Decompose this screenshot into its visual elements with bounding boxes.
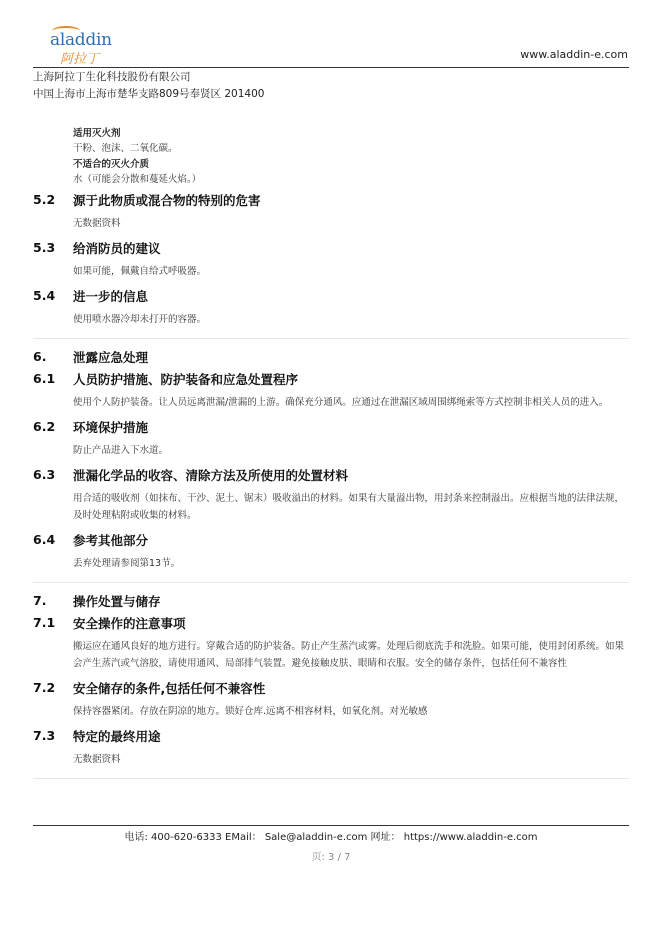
footer-contact: 电话: 400-620-6333 EMail： Sale@aladdin-e.com 网址： https://www.aladdin-e.com	[124, 832, 538, 843]
company-info	[33, 69, 264, 103]
section-6-2	[33, 419, 629, 459]
section-title: 给消防员的建议	[73, 241, 161, 256]
section-5-2	[33, 192, 629, 232]
section-text: 无数据资料	[73, 218, 121, 229]
logo-text-cn: 阿拉丁	[60, 52, 100, 67]
page-number: 页: 3 / 7	[311, 852, 351, 863]
section-number: 7.2	[33, 680, 56, 695]
section-5-4	[33, 288, 629, 328]
section-7	[33, 593, 629, 611]
section-text: 用合适的吸收剂（如抹布、干沙、泥土、锯末）吸收溢出的材料。如果有大量溢出物，用封条来控制溢出。应根据当地的法律法规，及时处理粘附或收集的材料。	[73, 493, 625, 521]
section-title: 进一步的信息	[73, 289, 149, 304]
section-number: 7.1	[33, 615, 56, 630]
section-title: 参考其他部分	[73, 533, 149, 548]
section-text: 防止产品进入下水道。	[73, 445, 169, 456]
section-number: 7.3	[33, 728, 56, 743]
suitable-extinguishing-label: 适用灭火剂	[73, 128, 121, 139]
section-number: 6.4	[33, 532, 56, 547]
section-text: 使用喷水器冷却未打开的容器。	[73, 314, 207, 325]
section-7-3	[33, 728, 629, 768]
section-6-4	[33, 532, 629, 572]
section-6-1	[33, 371, 629, 411]
section-divider	[33, 582, 629, 583]
unsuitable-extinguishing-text: 水（可能会分散和蔓延火焰。）	[73, 174, 202, 185]
footer-divider	[33, 825, 629, 826]
section-text: 保持容器紧闭。存放在阴凉的地方。锁好仓库.远离不相容材料，如氧化剂。对光敏感	[73, 706, 428, 717]
section-text: 搬运应在通风良好的地方进行。穿戴合适的防护装备。防止产生蒸汽或雾。处理后彻底洗手和洗脸。如果可能，使用封闭系统。如果会产生蒸汽或气溶胶，请使用通风、局部排气装置。避免接触皮肤、眼睛和衣服。安全的储存条件，包括任何不兼容性	[73, 641, 625, 669]
section-number: 5.3	[33, 240, 56, 255]
section-6-3	[33, 467, 629, 524]
section-number: 6.	[33, 349, 47, 364]
section-number: 5.2	[33, 192, 56, 207]
aladdin-logo	[50, 30, 120, 68]
section-title: 人员防护措施、防护装备和应急处置程序	[73, 372, 299, 387]
section-text: 无数据资料	[73, 754, 121, 765]
section-title: 泄露应急处理	[73, 350, 149, 365]
section-7-2	[33, 680, 629, 720]
section-title: 安全储存的条件,包括任何不兼容性	[73, 681, 266, 696]
document-body	[33, 126, 629, 779]
section-number: 6.3	[33, 467, 56, 482]
suitable-extinguishing-text: 干粉、泡沫、二氧化碳。	[73, 143, 178, 154]
section-6	[33, 349, 629, 367]
section-divider	[33, 338, 629, 339]
section-title: 操作处置与储存	[73, 594, 161, 609]
section-number: 6.2	[33, 419, 56, 434]
section-number: 6.1	[33, 371, 56, 386]
section-title: 安全操作的注意事项	[73, 616, 186, 631]
section-title: 特定的最终用途	[73, 729, 161, 744]
unsuitable-extinguishing-label: 不适合的灭火介质	[73, 159, 150, 170]
section-title: 泄漏化学品的收容、清除方法及所使用的处置材料	[73, 468, 349, 483]
section-divider	[33, 778, 629, 779]
section-text: 如果可能，佩戴自给式呼吸器。	[73, 266, 207, 277]
header-divider	[33, 67, 629, 68]
section-number: 5.4	[33, 288, 56, 303]
section-number: 7.	[33, 593, 47, 608]
section-text: 丢弃处理请参阅第13节。	[73, 558, 181, 569]
company-address: 中国上海市上海市楚华支路809号奉贤区 201400	[33, 88, 265, 100]
section-text: 使用个人防护装备。让人员远离泄漏/泄漏的上游。确保充分通风。应通过在泄漏区域周围绑绳索等方式控制非相关人员的进入。	[73, 397, 609, 408]
section-title: 环境保护措施	[73, 420, 149, 435]
logo-text-en: aladdin	[50, 30, 112, 50]
section-7-1	[33, 615, 629, 672]
section-title: 源于此物质或混合物的特别的危害	[73, 193, 261, 208]
page-header	[0, 0, 662, 110]
company-name: 上海阿拉丁生化科技股份有限公司	[33, 71, 191, 83]
header-website: www.aladdin-e.com	[520, 48, 628, 61]
section-5-3	[33, 240, 629, 280]
